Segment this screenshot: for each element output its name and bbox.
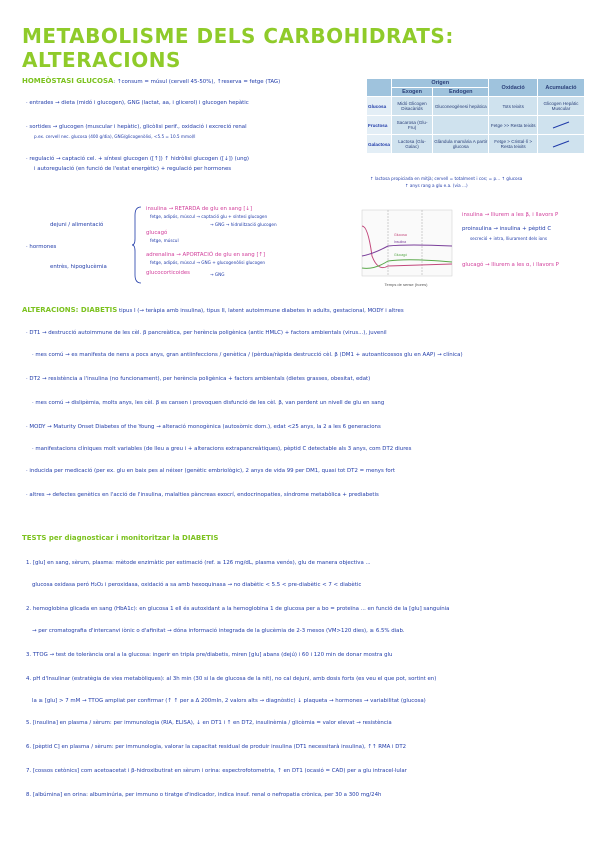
tests-line: 5. [insulina] en plasma / sèrum: per immunologia (RIA, ELISA), ↓ en DT1 i ↑ en DT2, insulinèmia / glicèmia = valor elevat → resistència [26, 720, 392, 726]
hormone-detail: fetge, adipós, múscul → captació glu + síntesi glucogen [150, 214, 268, 219]
tests-line: 8. [albúmina] en orina: albuminúria, per immuno o tiratge d'indicador, indica insuf. renal o nefropatia crònica, per 30 a 300 mg/24h [26, 792, 382, 798]
table-cell: Fetge >> Resta teixits [489, 116, 537, 135]
tests-line: 6. [pèptid C] en plasma / sèrum: per immunologia, valorar la capacitat residual de produir insulina (DT1 necessitarà insulina), ↑↑ RMA i DT2 [26, 744, 407, 750]
table-corner [367, 79, 392, 97]
graph-series-label: Insulina [394, 240, 407, 244]
homeostasis-heading-tail: : ↑consum = músul (cervell 45-50%), ↑reserva = fetge (TAG) [113, 79, 281, 85]
tests-line: 1. [glu] en sang, sèrum, plasma: mètode enzimàtic per estimació (ref. ≥ 126 mg/dL, plasma venós), glu de manera objectiva ... [26, 560, 371, 566]
diabetis-line: · DT2 → resistència a l'insulina (no funcionament), per herència poligènica + factors ambientals (dietes grasses, obesitat, edat) [26, 376, 371, 382]
hormones-label: · hormones [26, 244, 57, 250]
diabetis-heading: ALTERACIONS: DIABETIS [22, 306, 118, 314]
hormone-glucago: glucagó [146, 230, 168, 236]
tests-line: 4. pH d'Insulinar (estratègia de vies metabòliques): al 3h min (30 si la de glucosa de la nit), no cal dejuni, amb dosis forts (es veu el que pot, sortint en) [26, 676, 437, 682]
diabetis-line: · mes comú → dislipèmia, molts anys, les cèl. β es cansen i provoquen disfunció de les cèl. β, van perdent un nivell de glu en sang [32, 400, 385, 406]
table-note: ↑ lactosa propiciada en mitjà; cervell = totalment i cos; = p... ↑ glucosa [370, 176, 523, 181]
table-subheader-endogen: Endogen [433, 88, 489, 97]
glucose-insulin-graph [348, 206, 454, 290]
homeostasis-line: i autoregulació (en funció de l'estat energètic) + regulació per hormones [34, 166, 232, 172]
diabetis-heading-line [22, 307, 404, 315]
brace-icon [131, 205, 143, 285]
table-header-oxidacio: Oxidació [489, 79, 537, 97]
table-cell: Glàndula mamària A partir glucosa [433, 135, 489, 154]
secretion-note: secreció + intra, lliurament dels ions [470, 236, 548, 241]
homeostasis-heading: HOMEÒSTASI GLUCOSA [22, 77, 114, 85]
glucagon-note: glucagó → lliurem a les α, i llavors P [462, 262, 559, 268]
table-cell [537, 116, 584, 135]
table-cell-label: Galactosa [367, 135, 392, 154]
tests-line: 7. [cossos cetònics] com acetoacetat i β-hidroxibutirat en sèrum i orina: espectrofotometria, ↑ en DT1 (ocasió = CAD) per a glu intracel·lular [26, 768, 407, 774]
table-cell: Sacarosa (Glu-Fru) [391, 116, 432, 135]
table-cell-label: Glucosa [367, 97, 392, 116]
proinsulin-note: proinsulina → insulina + pèptid C [462, 226, 552, 232]
tests-line: 2. hemoglobina glicada en sang (HbA1c): en glucosa 1 ell és autoxidant a la hemoglobina 1 de glucosa per a bo = proteïna ... en funció de la [glu] sanguínia [26, 606, 450, 612]
table-row [367, 135, 585, 154]
table-cell [433, 116, 489, 135]
table-header-acumulacio: Acumulació [537, 79, 584, 97]
diabetis-line: · MODY → Maturity Onset Diabetes of the Young → alteració monogènica (autosòmic dom.), edat <25 anys, la 2 a les 6 generacions [26, 424, 381, 430]
table-header-origen: Origen [391, 79, 488, 88]
homeostasis-line: · sortides → glucogen (muscular i hepàtic), glicòlisi perif., oxidació i excreció renal [26, 124, 247, 130]
diabetis-line: · altres → defectes genètics en l'acció de l'insulina, malalties pàncreas exocrí, endocrinopaties, síndrome metabòlica + prediabetis [26, 492, 379, 498]
table-cell: Midó Glicogen Disacàrids [391, 97, 432, 116]
homeostasis-heading-line [22, 78, 280, 86]
diabetis-heading-tail: tipus I (→ teràpia amb insulina), tipus II, latent autoimmune diabetes in adults, gestacional, MODY i altres [119, 308, 404, 314]
diabetis-line: · manifestacions clíniques molt variables (de lleu a greu i + alteracions extrapancreàtiques), pèptid C detectable als 3 anys, com DT2 diures [32, 446, 412, 452]
table-row [367, 116, 585, 135]
hormone-detail: → GNG → hidrolització glucogen [210, 222, 277, 227]
diabetis-line: · inducida per medicació (per ex. glu en baix pes al néixer (genètic embriològic), 2 anys de vida 99 per DM1, quasi tot DT2 = menys fort [26, 468, 396, 474]
table-note: ↑ anys rang a glu e.a. (via ...) [405, 183, 468, 188]
table-row [367, 97, 585, 116]
handwritten-stroke [551, 139, 571, 149]
homeostasis-line: · entrades → dieta (midó i glucogen), GNG (lactat, aa, i glicerol) i glucogen hepàtic [26, 100, 249, 106]
hormone-glucocorticoides: glucocorticoides [146, 270, 190, 276]
homeostasis-line: p.ex. cervell nec. glucosa (400 g/dia), GNG/glicogenòlisi, <5.5 = 10.5 mmol/l [34, 134, 196, 139]
tests-line: glucosa oxidasa peró H₂O₂ i peroxidasa, oxidació a sa amb hexoquinasa → no diabètic < 5.5 < pre-diabètic < 7 < diabètic [32, 582, 362, 588]
homeostasis-line: · regulació → captació cel. + síntesi glucogen ([↑]) ↑ hidròlisi glucogen ([↓]) (ung) [26, 156, 250, 162]
graph-xlabel: Temps de sense (hores) [384, 282, 428, 287]
tests-line: la ≥ [glu] > 7 mM → TTOG ampliat per confirmar (↑ ↑ per a Δ 200mIn, 2 valors alts → diagnòstic) ↓ plaqueta → hormones → variabilitat (glucosa) [32, 698, 426, 704]
hormone-detail: fetge, múscul [150, 238, 179, 243]
table-cell: Gluconeogènesi hepàtica [433, 97, 489, 116]
handwritten-stroke [551, 120, 571, 130]
carbohydrate-origin-table [366, 78, 585, 154]
table-cell [537, 135, 584, 154]
hormone-insulina: insulina → RETARDA de glu en sang [↓] [146, 206, 253, 212]
diabetis-line: · DT1 → destrucció autoimmune de les cèl. β pancreàtica, per herència poligènica (antic HMLC) + factors ambientals (virus...), juvenil [26, 330, 387, 336]
table-cell: Glicogen Hepàtic Muscular [537, 97, 584, 116]
table-subheader-exogen: Exogen [391, 88, 432, 97]
table-cell-label: Fructosa [367, 116, 392, 135]
hormone-detail: → GNG [210, 272, 225, 277]
tests-line: → per cromatografia d'intercanvi iònic o d'afinitat → dóna informació integrada de la glucèmia de 2-3 mesos (VM>120 dies), ≥ 6.5% diab. [32, 628, 405, 634]
tests-line: 3. TTOG → test de tolerància oral a la glucosa: ingerir en tripla pre/diabetis, miren [glu] abans (dejú) i 60 i 120 min de donar mostra glu [26, 652, 393, 658]
hormone-detail: fetge, adipós, múscul → GNG + glucogenòlisi glucogen [150, 260, 266, 265]
graph-series-label: Glucagó [394, 253, 408, 257]
table-cell: Lactosa (Glu-Galac) [391, 135, 432, 154]
table-cell: Tots teixits [489, 97, 537, 116]
entres-label: entrès, hipoglucèmia [50, 264, 107, 270]
hormone-adrenalina: adrenalina → APORTACIÓ de glu en sang [↑] [146, 252, 266, 258]
page-title: METABOLISME DELS CARBOHIDRATS: ALTERACIONS [22, 24, 454, 72]
dejuni-label: dejuni / alimentació [50, 222, 104, 228]
graph-series-label: Glucosa [394, 233, 407, 237]
table-cell: Fetge > Cristal·lí > Resta teixits [489, 135, 537, 154]
tests-heading: TESTS per diagnosticar i monitoritzar la DIABETIS [22, 534, 219, 542]
insulin-note: insulina → lliurem a les β, i llavors P [462, 212, 559, 218]
diabetis-line: · mes comú → es manifesta de nens a pocs anys, gran antiinfeccions / genètica / (pèrdua/ràpida destrucció cèl. β (DM1 + autoanticossos glu en AAP) → clínica) [32, 352, 463, 358]
